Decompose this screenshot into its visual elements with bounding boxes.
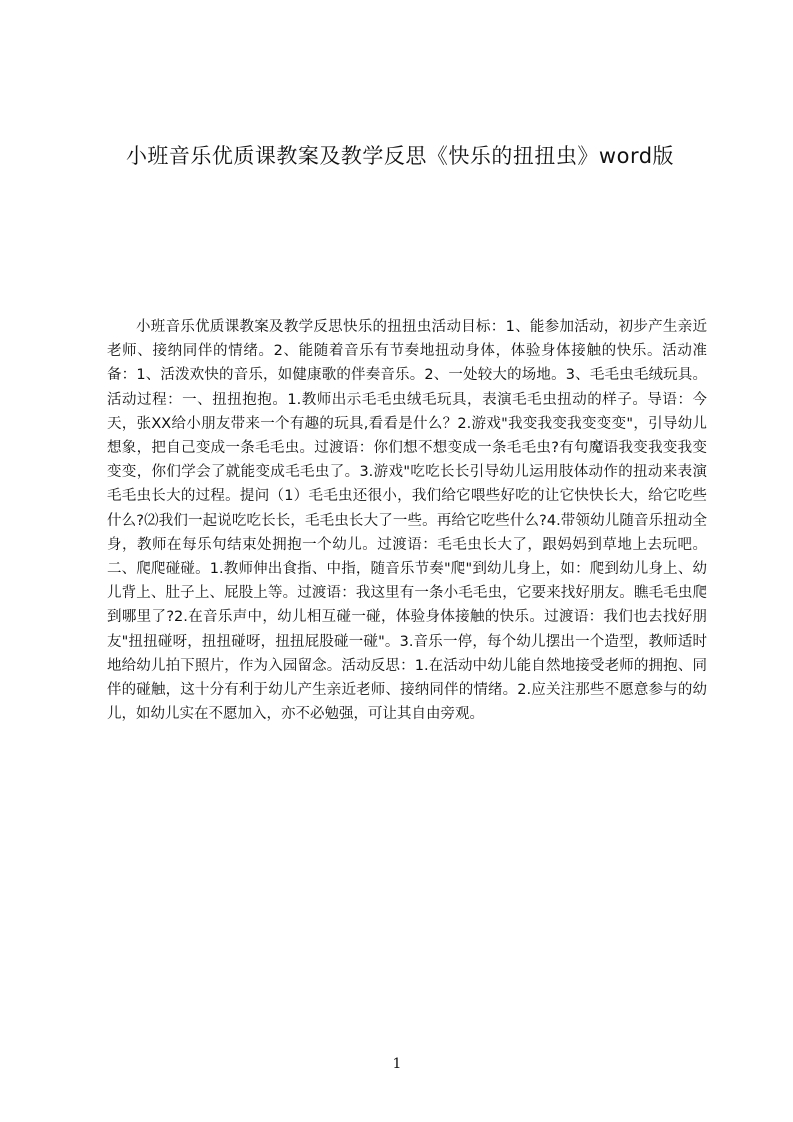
document-body-paragraph: 小班音乐优质课教案及教学反思快乐的扭扭虫活动目标：1、能参加活动，初步产生亲近老师、接纳同伴的情绪。2、能随着音乐有节奏地扭动身体，体验身体接触的快乐。活动准备：1、活泼欢快的音乐，如健康歌的伴奏音乐。2、一处较大的场地。3、毛毛虫毛绒玩具。活动过程：一、扭扭抱抱。1.教师出示毛毛虫绒毛玩具，表演毛毛虫扭动的样子。导语：今天，张XX给小朋友带来一个有趣的玩具,看看是什么？2.游戏"我变我变我变变变"，引导幼儿想象，把自己变成一条毛毛虫。过渡语：你们想不想变成一条毛毛虫?有句魔语我变我变我变变变，你们学会了就能变成毛毛虫了。3.游戏"吃吃长长引导幼儿运用肢体动作的扭动来表演毛毛虫长大的过程。提问（1）毛毛虫还很小，我们给它喂些好吃的让它快快长大，给它吃些什么?⑵我们一起说吃吃长长，毛毛虫长大了一些。再给它吃些什么?4.带领幼儿随音乐扭动全身，教师在每乐句结束处拥抱一个幼儿。过渡语：毛毛虫长大了，跟妈妈到草地上去玩吧。二、爬爬碰碰。1.教师伸出食指、中指，随音乐节奏"爬"到幼儿身上，如：爬到幼儿身上、幼儿背上、肚子上、屁股上等。过渡语：我这里有一条小毛毛虫，它要来找好朋友。瞧毛毛虫爬到哪里了?2.在音乐声中，幼儿相互碰一碰，体验身体接触的快乐。过渡语：我们也去找好朋友"扭扭碰呀，扭扭碰呀，扭扭屁股碰一碰"。3.音乐一停，每个幼儿摆出一个造型，教师适时地给幼儿拍下照片，作为入园留念。活动反思：1.在活动中幼儿能自然地接受老师的拥抱、同伴的碰触，这十分有利于幼儿产生亲近老师、接纳同伴的情绪。2.应关注那些不愿意参与的幼儿，如幼儿实在不愿加入，亦不必勉强，可让其自由旁观。 (107, 319, 707, 723)
document-title: 小班音乐优质课教案及教学反思《快乐的扭扭虫》word版 (125, 144, 675, 168)
page-number: 1 (392, 1056, 402, 1072)
